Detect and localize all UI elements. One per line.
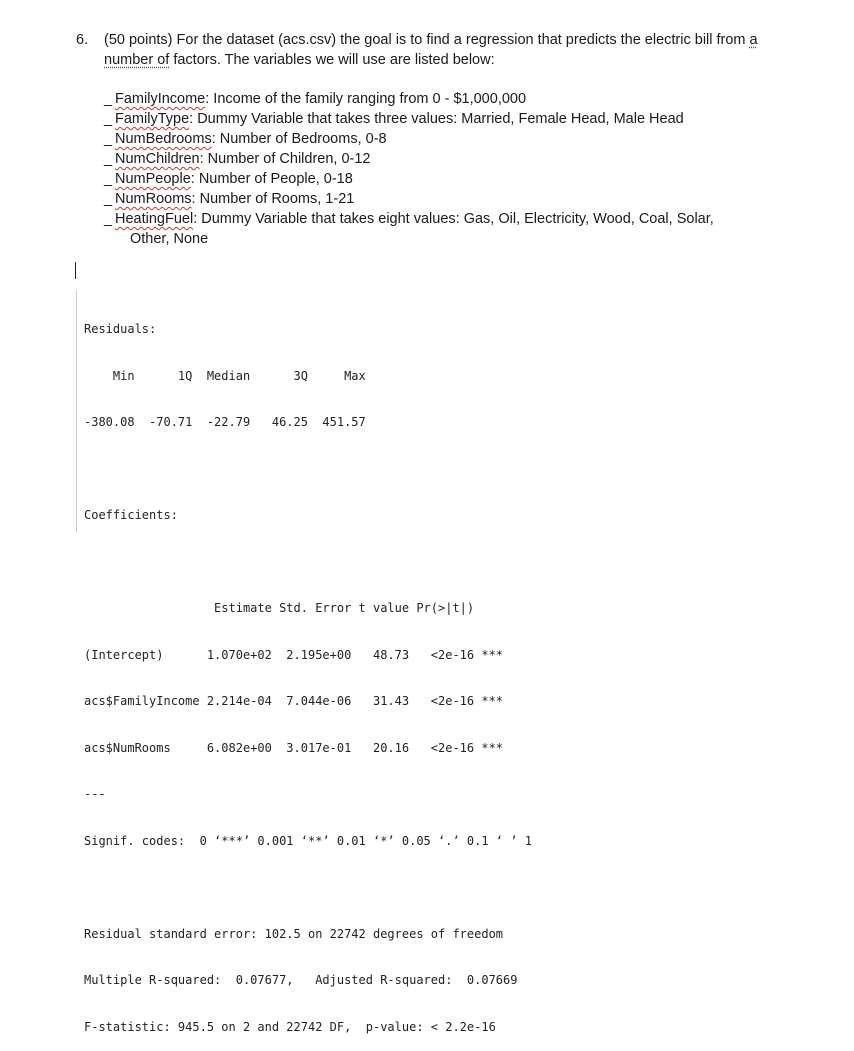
residuals-header: Min 1Q Median 3Q Max [84,368,373,383]
variable-desc: : Dummy Variable that takes eight values: Gas, Oil, Electricity, Wood, Coal, Solar, [193,211,714,227]
residual-standard-error: Residual standard error: 102.5 on 22742 degrees of freedom [84,926,504,941]
variable-desc: : Number of Bedrooms, 0-8 [211,131,387,147]
question-text [104,30,776,70]
residuals-values: -380.08 -70.71 -22.79 46.25 451.57 [84,415,373,429]
variable-desc: : Dummy Variable that takes three values: Married, Female Head, Male Head [189,111,684,127]
variable-name: NumBedrooms [115,131,212,147]
variable-item: _ NumRooms: Number of Rooms, 1-21 [104,191,355,207]
variable-item: _ HeatingFuel: Dummy Variable that takes eight values: Gas, Oil, Electricity, Wood, Coal, Solar, [104,211,714,227]
question-text-part2: factors. The variables we will use are listed below: [169,52,495,68]
variable-name: NumChildren [115,151,200,167]
variable-item: _ NumBedrooms: Number of Bedrooms, 0-8 [104,131,387,147]
heating-continuation: Other, None [130,231,209,247]
output-border [76,290,77,532]
variable-name: FamilyIncome [115,91,206,107]
text-cursor [75,262,76,279]
question-block [76,30,776,70]
separator: --- [84,787,106,801]
coefficient-row: acs$NumRooms 6.082e+00 3.017e-01 20.16 <2e-16 *** [84,740,504,755]
coefficient-row: (Intercept) 1.070e+02 2.195e+00 48.73 <2e-16 *** [84,647,504,662]
regression-output [84,291,532,1051]
f-statistic: F-statistic: 945.5 on 2 and 22742 DF, p-value: < 2.2e-16 [84,1019,496,1034]
variable-item: _ FamilyIncome: Income of the family ranging from 0 - $1,000,000 [104,91,527,107]
variable-item: _ NumPeople: Number of People, 0-18 [104,171,353,187]
variable-desc: : Number of Children, 0-12 [199,151,371,167]
question-number: 6. [76,32,89,48]
variable-desc: : Number of Rooms, 1-21 [191,191,355,207]
coefficient-row: acs$FamilyIncome 2.214e-04 7.044e-06 31.43 <2e-16 *** [84,694,504,708]
coefficients-header: Estimate Std. Error t value Pr(>|t|) [84,601,504,615]
residuals-title: Residuals: [84,322,157,336]
variable-name: FamilyType [115,111,190,127]
variable-desc: : Income of the family ranging from 0 - $1,000,000 [205,91,527,107]
variable-desc: : Number of People, 0-18 [190,171,353,187]
variable-item: _ FamilyType: Dummy Variable that takes three values: Married, Female Head, Male Head [104,111,684,127]
question-text-part1: (50 points) For the dataset (acs.csv) the goal is to find a regression that predicts the electric bill from [104,32,746,48]
variable-name: NumPeople [115,171,191,187]
coefficients-title: Coefficients: [84,508,178,522]
r-squared: Multiple R-squared: 0.07677, Adjusted R-squared: 0.07669 [84,973,525,987]
question-text-link: a number of [104,32,758,68]
variable-name: HeatingFuel [115,211,194,227]
variable-name: NumRooms [115,191,192,207]
signif-codes: Signif. codes: 0 ‘***’ 0.001 ‘**’ 0.01 ‘*’ 0.05 ‘.’ 0.1 ‘ ’ 1 [84,833,532,848]
variable-item: _ NumChildren: Number of Children, 0-12 [104,151,371,167]
variable-list [104,89,784,249]
